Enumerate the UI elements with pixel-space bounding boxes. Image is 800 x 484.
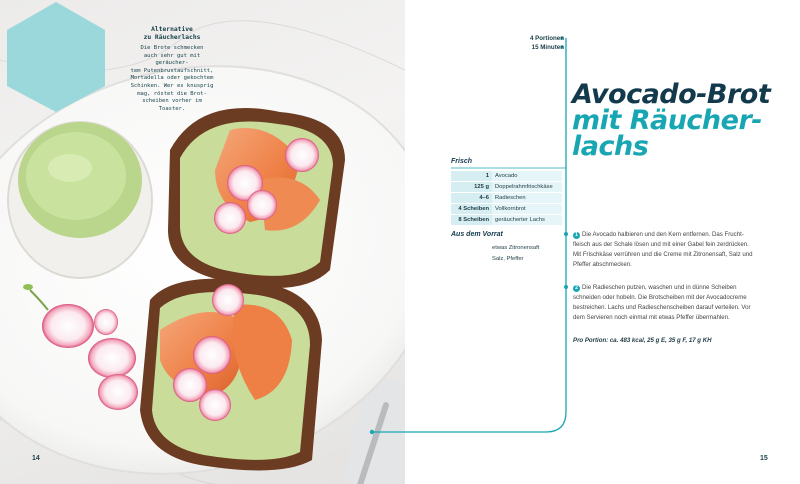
portions: 4 Portionen [529, 35, 564, 42]
step-line: Mit Frischkäse verrühren und die Creme mit Zitronensaft, Salz und [573, 251, 753, 258]
ingredient-name: geräucherter Lachs [492, 215, 562, 225]
step-line: bestreichen. Lachs und Radieschenscheiben darauf verteilen. Vor [573, 304, 751, 311]
info-body-line: auch sehr gut mit geräucher- [143, 52, 201, 67]
step-text: Die Avocado halbieren und den Kern entfernen. Das Frucht- [582, 231, 744, 238]
step-line: schneiden oder hobeln. Die Brotscheiben mit der Avocadocreme [573, 294, 747, 301]
info-title-line: Alternative [151, 26, 193, 33]
ingredient-name: Vollkornbrot [492, 204, 562, 214]
step-text: Die Radieschen putzen, waschen und in dünne Scheiben [582, 284, 737, 291]
info-body-line: mag, röstet die Brot- [137, 90, 207, 97]
title-line: mit Räucher- [572, 105, 762, 136]
ingredient-qty: 4–6 [479, 195, 489, 201]
step-2 [573, 283, 768, 323]
info-title-line: zu Räucherlachs [143, 34, 201, 41]
ingredient-name: Avocado [492, 171, 562, 181]
ingredient-row [451, 182, 562, 192]
step-line: dem Servieren noch einmal mit etwas Pfeffer übermahlen. [573, 314, 730, 321]
page-number-left: 14 [32, 455, 40, 462]
pantry-item: etwas Zitronensaft [492, 245, 540, 251]
info-body-line: tem Putenbrustaufschnitt, [130, 67, 214, 74]
ingredient-row [451, 204, 562, 214]
step-number-badge: 2 [573, 285, 580, 292]
step-number-badge: 1 [573, 232, 580, 239]
ingredient-qty: 1 [485, 173, 489, 179]
ingredient-name: Radieschen [492, 193, 562, 203]
step-line: fleisch aus der Schale lösen und mit einer Gabel fein zerdrücken. [573, 241, 749, 248]
step-line [573, 283, 768, 293]
step-1 [573, 230, 768, 270]
ingredient-qty: 125 g [474, 184, 489, 190]
page-number-right: 15 [760, 455, 768, 462]
ingredient-row [451, 193, 562, 203]
ingredient-row [451, 171, 562, 181]
info-body-line: Schinken. Wer es knusprig [130, 82, 214, 89]
ingredient-row [451, 215, 562, 225]
recipe-title [572, 79, 772, 162]
ingredient-table [451, 171, 562, 226]
nutrition-info: Pro Portion: ca. 483 kcal, 25 g E, 35 g F, 17 g KH [573, 337, 712, 344]
title-line: lachs [572, 131, 649, 162]
info-body-line: Toaster. [158, 105, 186, 112]
info-body-line: Mortadella oder gekochtem [130, 75, 214, 82]
ingredient-qty: 4 Scheiben [458, 206, 489, 212]
info-body-line: scheiben vorher im [142, 98, 202, 105]
pantry-heading: Aus dem Vorrat [451, 231, 503, 238]
info-body-line: Die Brote schmecken [140, 45, 204, 51]
fresh-heading: Frisch [451, 158, 473, 165]
title-line: Avocado-Brot [572, 79, 771, 110]
pantry-list [492, 243, 539, 265]
pantry-item: Salz, Pfeffer [492, 256, 524, 262]
step-line [573, 230, 768, 240]
ingredient-name: Doppelrahmfrischkäse [492, 182, 562, 192]
prep-time: 15 Minuten [531, 44, 564, 51]
ingredient-qty: 8 Scheiben [458, 217, 489, 223]
step-line: Pfeffer abschmecken. [573, 261, 632, 268]
